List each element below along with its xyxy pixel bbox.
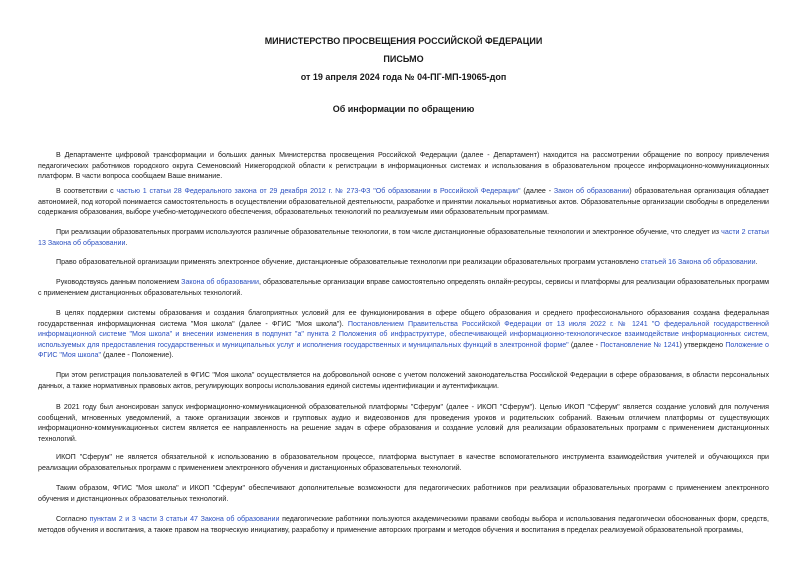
paragraph-text: В Департаменте цифровой трансформации и больших данных Министерства просвещения Российской Федерации (далее - Департамент) находится на рассмотрении обращение по вопросу привлечения педагогических работников городского округа Семеновский Нижегородской области к регистрации в информационных системах и использования в образовательном процессе информационно-коммуникационных платформ. В части вопроса сообщаем Ваше внимание. xyxy=(38,151,769,180)
paragraph-7 xyxy=(38,370,769,391)
paragraph-text: Согласно xyxy=(56,515,90,523)
paragraph-2 xyxy=(38,186,769,218)
legal-reference-link[interactable]: Положение о ФГИС "Моя школа" xyxy=(38,340,769,359)
document-type: ПИСЬМО xyxy=(383,54,424,64)
paragraph-text: (далее - xyxy=(568,340,601,349)
paragraph-text: ) утверждено xyxy=(679,340,726,349)
document-date-number: от 19 апреля 2024 года № 04-ПГ-МП-19065-доп xyxy=(300,72,507,82)
paragraph-text: В 2021 году был анонсирован запуск информационно-коммуникационной образовательной платформы "Сферум" (далее - ИКОП "Сферум"). Целью ИКОП "Сферум" является создание условий для получения сообщений, мгновенных уведомлений, а также организации звонков и групповых аудио и видеозвонков для проведения уроков и родительских собраний. Важным отличием платформы от существующих информационно-коммуникационных систем является ее направленность на решение задач в сфере образования и создание условий для реализации образовательных программ с применением дистанционных технологий. xyxy=(38,403,769,443)
paragraph-3 xyxy=(38,227,769,248)
paragraph-text: Право образовательной организации применять электронное обучение, дистанционные образовательные технологии при реализации образовательных программ установлено xyxy=(56,258,641,266)
paragraph-text: (далее - xyxy=(520,187,554,195)
issuing-organization: МИНИСТЕРСТВО ПРОСВЕЩЕНИЯ РОССИЙСКОЙ ФЕДЕРАЦИИ xyxy=(264,36,543,46)
paragraph-text: В соответствии с xyxy=(56,187,117,195)
paragraph-1 xyxy=(38,150,769,182)
paragraph-text: . xyxy=(125,238,128,247)
paragraph-text: При реализации образовательных программ используются различные образовательные технологии, в том числе дистанционные образовательные технологии и электронное обучение, что следует из xyxy=(56,228,722,236)
paragraph-10 xyxy=(38,483,769,504)
legal-reference-link[interactable]: Постановление № 1241 xyxy=(600,340,680,349)
paragraph-4 xyxy=(38,257,769,268)
legal-reference-link[interactable]: Постановлением Правительства Российской Федерации от 13 июля 2022 г. № 1241 "О федеральной государственной информационной системе "Моя школа" и внесении изменения в подпункт "а" пункта 2 Положения об инфраструктуре, обеспечивающей информационно-технологическое взаимодействие информационных систем, используемых для предоставления государственных и муниципальных услуг и исполнения государственных и муниципальных функций в электронной форме" xyxy=(38,319,769,349)
paragraph-9 xyxy=(38,452,769,473)
document-subject: Об информации по обращению xyxy=(332,104,475,114)
paragraph-text: педагогические работники пользуются академическими правами свободы выбора и использования педагогически обоснованных форм, средств, методов обучения и воспитания, а также правом на творческую инициативу, разработку и применение авторских программ и методов обучения и воспитания в пределах реализуемой образовательной программы, xyxy=(38,515,769,534)
paragraph-6 xyxy=(38,308,769,361)
paragraph-text: , образовательные организации вправе самостоятельно определять онлайн-ресурсы, сервисы и платформы для реализации образовательных программ с применением дистанционных образовательных технологий. xyxy=(38,278,769,297)
paragraph-text: Таким образом, ФГИС "Моя школа" и ИКОП "Сферум" обеспечивают дополнительные возможности для педагогических работников при реализации образовательных программ с применением электронного обучения и дистанционных образовательных технологий. xyxy=(38,484,769,503)
legal-reference-link[interactable]: статьей 16 Закона об образовании xyxy=(640,258,756,266)
paragraph-text: В целях поддержки системы образования и создания благоприятных условий для ее функционирования в сфере общего образования и среднего профессионального образования создана федеральная государственная информационная система "Моя школа" (далее - ФГИС "Моя школа"). xyxy=(38,309,769,328)
paragraph-text: При этом регистрация пользователей в ФГИС "Моя школа" осуществляется на добровольной основе с учетом положений законодательства Российской Федерации в сфере образования, в области персональных данных, а также нормативных правовых актов, регулирующих вопросы использования единой системы идентификации и аутентификации. xyxy=(38,371,769,390)
paragraph-text: ) образовательная организация обладает автономией, под которой понимается самостоятельность в осуществлении образовательной деятельности, разработке и принятии локальных нормативных актов. Образовательные организации свободны в определении содержания образования, выборе учебно-методического обеспечения, образовательных технологий по реализуемым ими образовательным программам. xyxy=(38,187,769,216)
legal-reference-link[interactable]: пунктам 2 и 3 части 3 статьи 47 Закона об образовании xyxy=(89,515,280,523)
legal-reference-link[interactable]: Закона об образовании xyxy=(181,278,259,286)
paragraph-text: (далее - Положение). xyxy=(100,351,174,359)
paragraph-text: ИКОП "Сферум" не является обязательной к использованию в образовательном процессе, платформа выступает в качестве вспомогательного инструмента взаимодействия учителей и обучающихся при реализации образовательных программ с применением электронного обучения и дистанционных образовательных технологий. xyxy=(38,453,769,472)
paragraph-text: . xyxy=(755,258,758,266)
paragraph-text: Руководствуясь данным положением xyxy=(56,278,182,286)
legal-reference-link[interactable]: частью 1 статьи 28 Федерального закона от 29 декабря 2012 г. № 273-ФЗ "Об образовании в Российской Федерации" xyxy=(116,187,521,195)
paragraph-5 xyxy=(38,277,769,298)
legal-reference-link[interactable]: Закон об образовании xyxy=(553,187,630,195)
paragraph-11 xyxy=(38,514,769,535)
legal-reference-link[interactable]: части 2 статьи 13 Закона об образовании xyxy=(38,228,770,247)
paragraph-8 xyxy=(38,402,769,444)
